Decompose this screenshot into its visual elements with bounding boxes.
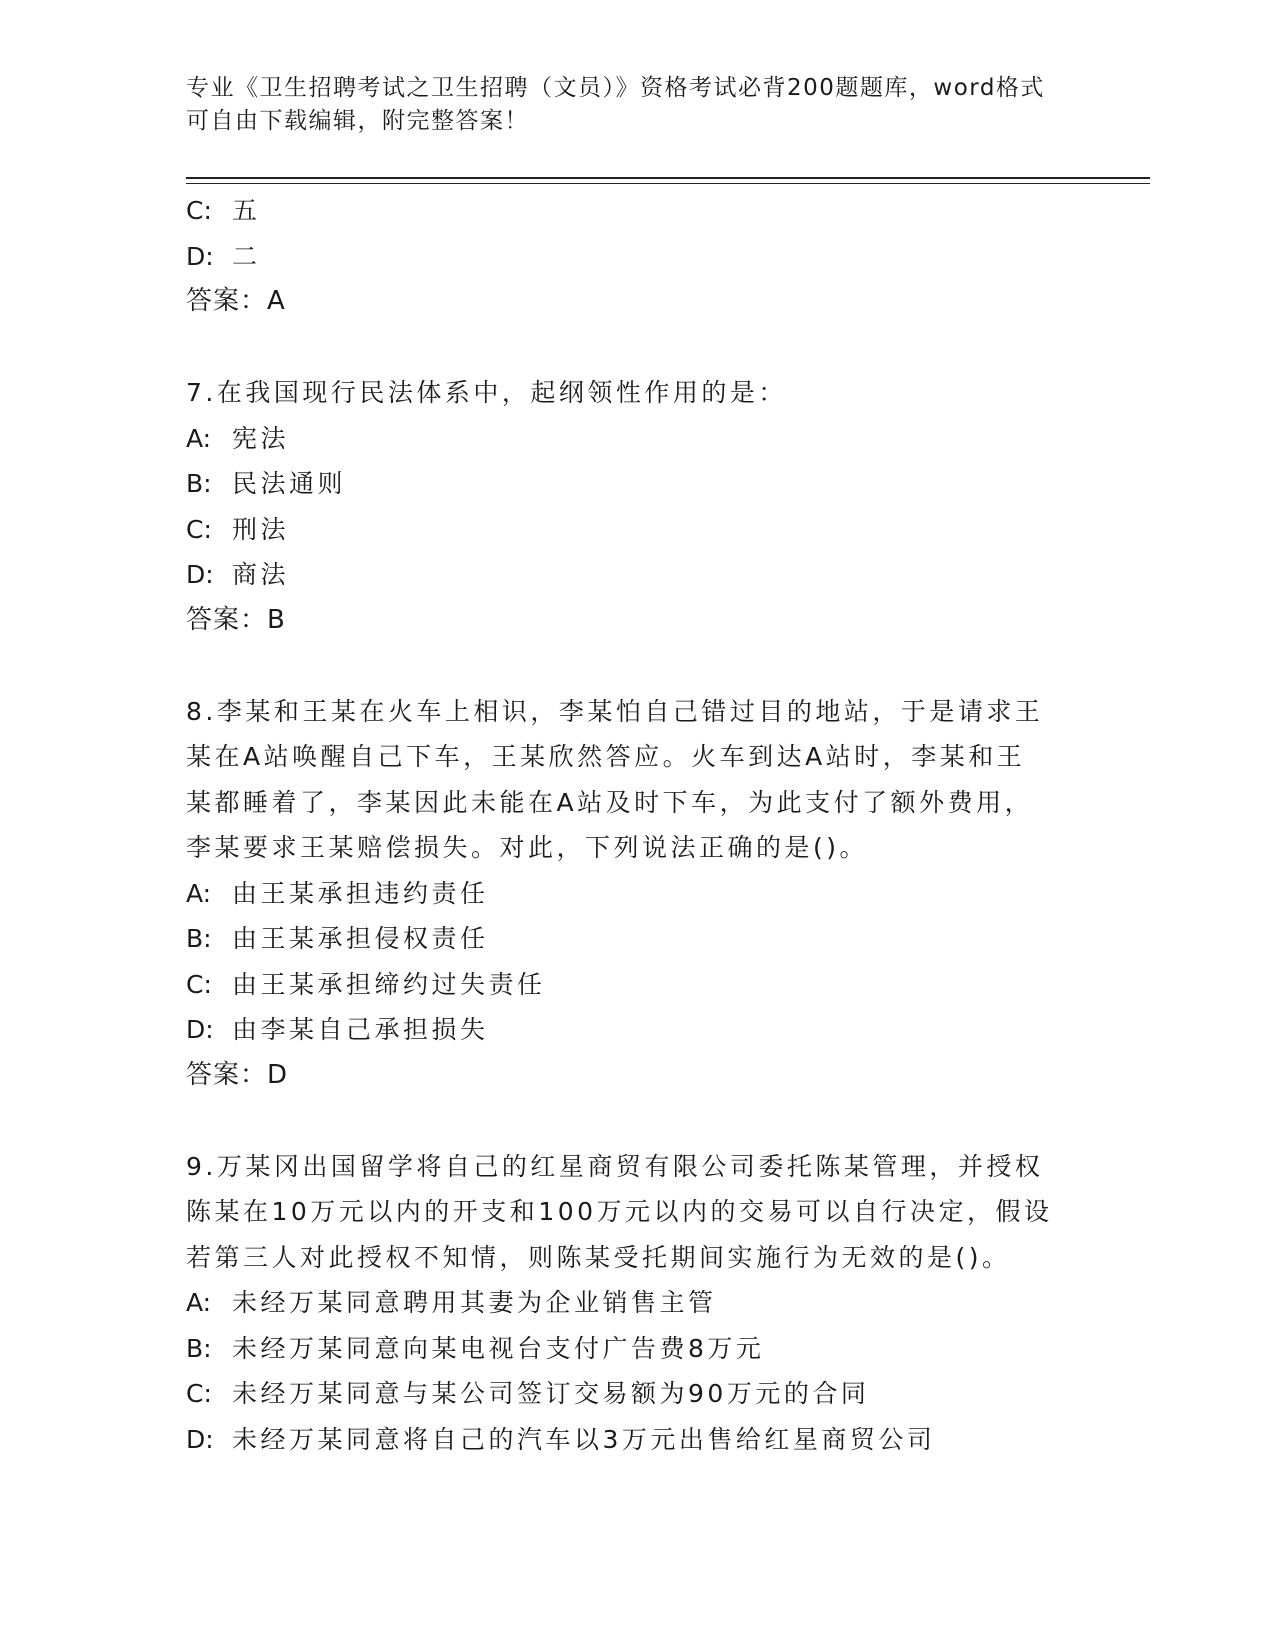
option-d <box>186 1417 1086 1463</box>
option-label: D: <box>186 560 214 589</box>
option-text: 民法通则 <box>232 469 347 498</box>
option-d <box>186 552 1086 598</box>
option-text: 未经万某同意与某公司签订交易额为90万元的合同 <box>232 1379 870 1408</box>
option-a <box>186 871 1086 917</box>
option-text: 由李某自己承担损失 <box>232 1015 489 1044</box>
option-label: A: <box>186 1288 212 1317</box>
option-text: 未经万某同意聘用其妻为企业销售主管 <box>232 1288 717 1317</box>
option-label: D: <box>186 241 214 271</box>
question-6-continued <box>186 188 1086 325</box>
option-a <box>186 1280 1086 1326</box>
option-label: D: <box>186 1424 214 1454</box>
question-stem: 7.在我国现行民法体系中，起纲领性作用的是： <box>186 378 787 407</box>
option-b <box>186 916 1086 962</box>
question-stem-line: 某都睡着了，李某因此未能在A站及时下车，为此支付了额外费用， <box>186 787 1034 817</box>
answer: 答案：A <box>186 286 286 316</box>
spacer <box>186 643 1086 689</box>
question-stem-line: 陈某在10万元以内的开支和100万元以内的交易可以自行决定，假设 <box>186 1197 1053 1226</box>
option-label: B: <box>186 469 212 498</box>
option-label: A: <box>186 878 212 908</box>
option-text: 未经万某同意向某电视台支付广告费8万元 <box>232 1333 765 1363</box>
header-line-2: 可自由下载编辑，附完整答案！ <box>186 108 529 134</box>
question-stem-line: 若第三人对此授权不知情，则陈某受托期间实施行为无效的是()。 <box>186 1242 1011 1272</box>
option-label: C: <box>186 196 212 225</box>
option-a <box>186 416 1086 462</box>
question-stem-line: 9.万某冈出国留学将自己的红星商贸有限公司委托陈某管理，并授权 <box>186 1151 1044 1181</box>
option-d <box>186 1007 1086 1053</box>
option-c <box>186 507 1086 553</box>
spacer <box>186 1098 1086 1144</box>
question-8 <box>186 689 1086 1099</box>
option-label: A: <box>186 423 212 453</box>
option-label: C: <box>186 969 212 999</box>
option-c <box>186 1371 1086 1417</box>
option-text: 由王某承担缔约过失责任 <box>232 969 546 999</box>
spacer <box>186 325 1086 371</box>
option-label: B: <box>186 924 212 953</box>
document-body <box>186 188 1086 1462</box>
question-stem-line: 李某要求王某赔偿损失。对此，下列说法正确的是()。 <box>186 833 869 862</box>
option-text: 由王某承担侵权责任 <box>232 924 489 953</box>
header-line-1: 专业《卫生招聘考试之卫生招聘（文员）》资格考试必背200题题库，word格式 <box>186 75 1045 101</box>
question-9 <box>186 1144 1086 1463</box>
header-rule-thick <box>186 177 1150 179</box>
question-stem-line: 某在A站唤醒自己下车，王某欣然答应。火车到达A站时，李某和王 <box>186 742 1026 771</box>
option-label: D: <box>186 1015 214 1044</box>
option-c <box>186 188 1086 234</box>
question-stem-line: 8.李某和王某在火车上相识，李某怕自己错过目的地站，于是请求王 <box>186 696 1044 726</box>
option-text: 刑法 <box>232 514 290 544</box>
document-header <box>186 72 1066 138</box>
option-text: 商法 <box>232 560 290 589</box>
option-text: 宪法 <box>232 423 290 453</box>
option-text: 由王某承担违约责任 <box>232 878 489 908</box>
option-c <box>186 962 1086 1008</box>
question-7 <box>186 370 1086 643</box>
option-label: C: <box>186 1379 212 1408</box>
answer: 答案：B <box>186 604 286 635</box>
option-text: 未经万某同意将自己的汽车以3万元出售给红星商贸公司 <box>232 1424 936 1454</box>
option-text: 五 <box>232 196 261 225</box>
option-b <box>186 461 1086 507</box>
option-label: B: <box>186 1333 212 1363</box>
option-label: C: <box>186 514 212 544</box>
header-rule-thin <box>186 183 1150 184</box>
option-d <box>186 234 1086 280</box>
option-text: 二 <box>232 241 261 271</box>
answer: 答案：D <box>186 1059 289 1090</box>
option-b <box>186 1326 1086 1372</box>
